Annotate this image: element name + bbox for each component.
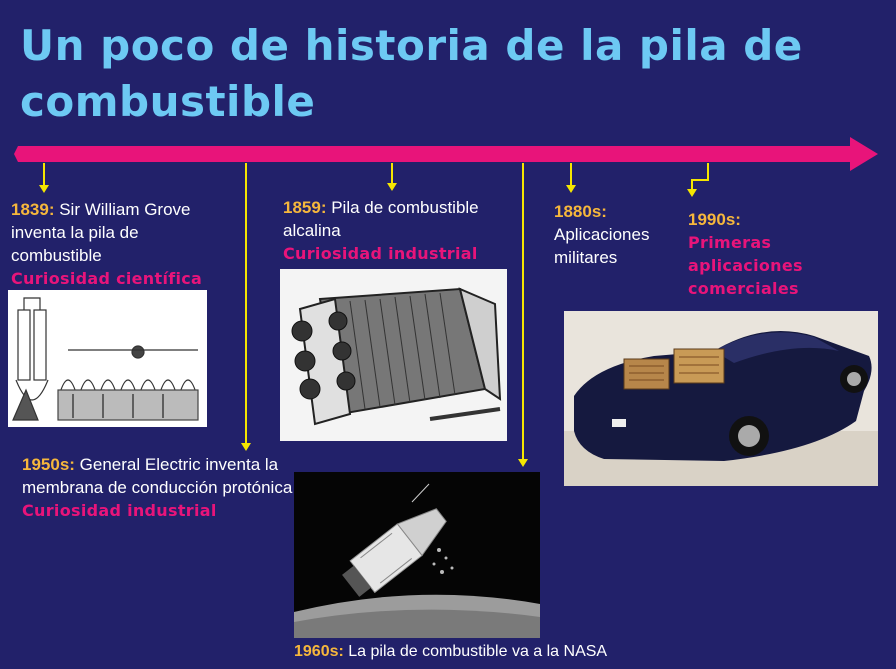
event-1859-text: Pila de combustible alcalina	[283, 198, 479, 240]
event-1990s-year: 1990s:	[688, 210, 741, 229]
pointer-1990s	[687, 163, 708, 197]
event-1839	[11, 198, 231, 290]
title-line-2: combustible	[20, 77, 316, 126]
event-1859-tag: Curiosidad industrial	[283, 244, 478, 263]
pointer-1839	[39, 163, 49, 193]
event-1960s-year: 1960s:	[294, 643, 344, 660]
pointer-1960s	[518, 163, 528, 467]
event-1839-text: Sir William Grove inventa la pila de combustible	[11, 200, 191, 265]
event-1950s-year: 1950s:	[22, 455, 75, 474]
pointer-1859	[387, 163, 397, 191]
nasa-spacecraft-image	[294, 472, 540, 638]
title-line-1: Un poco de historia de la pila de	[20, 21, 803, 70]
event-1950s-text: General Electric inventa la membrana de conducción protónica	[22, 455, 293, 497]
event-1950s	[22, 453, 297, 522]
pointer-1880s	[566, 163, 576, 193]
event-1839-tag: Curiosidad científica	[11, 269, 203, 288]
event-1880s-text: Aplicaciones militares	[554, 225, 650, 267]
grove-apparatus-image	[8, 290, 207, 427]
event-1880s	[554, 200, 674, 269]
event-1960s	[294, 640, 694, 663]
timeline-arrow	[14, 137, 878, 171]
event-1859-year: 1859:	[283, 198, 327, 217]
event-1990s	[688, 208, 838, 300]
event-1859	[283, 196, 513, 265]
fuel-cell-car-image	[564, 311, 878, 486]
alkaline-fuel-cell-image	[280, 269, 507, 441]
event-1839-year: 1839:	[11, 200, 55, 219]
event-1960s-text: La pila de combustible va a la NASA	[348, 643, 608, 660]
event-1990s-tag: Primeras aplicaciones comerciales	[688, 233, 803, 298]
pointer-1950s	[241, 163, 251, 451]
event-1880s-year: 1880s:	[554, 202, 607, 221]
event-1950s-tag: Curiosidad industrial	[22, 501, 217, 520]
